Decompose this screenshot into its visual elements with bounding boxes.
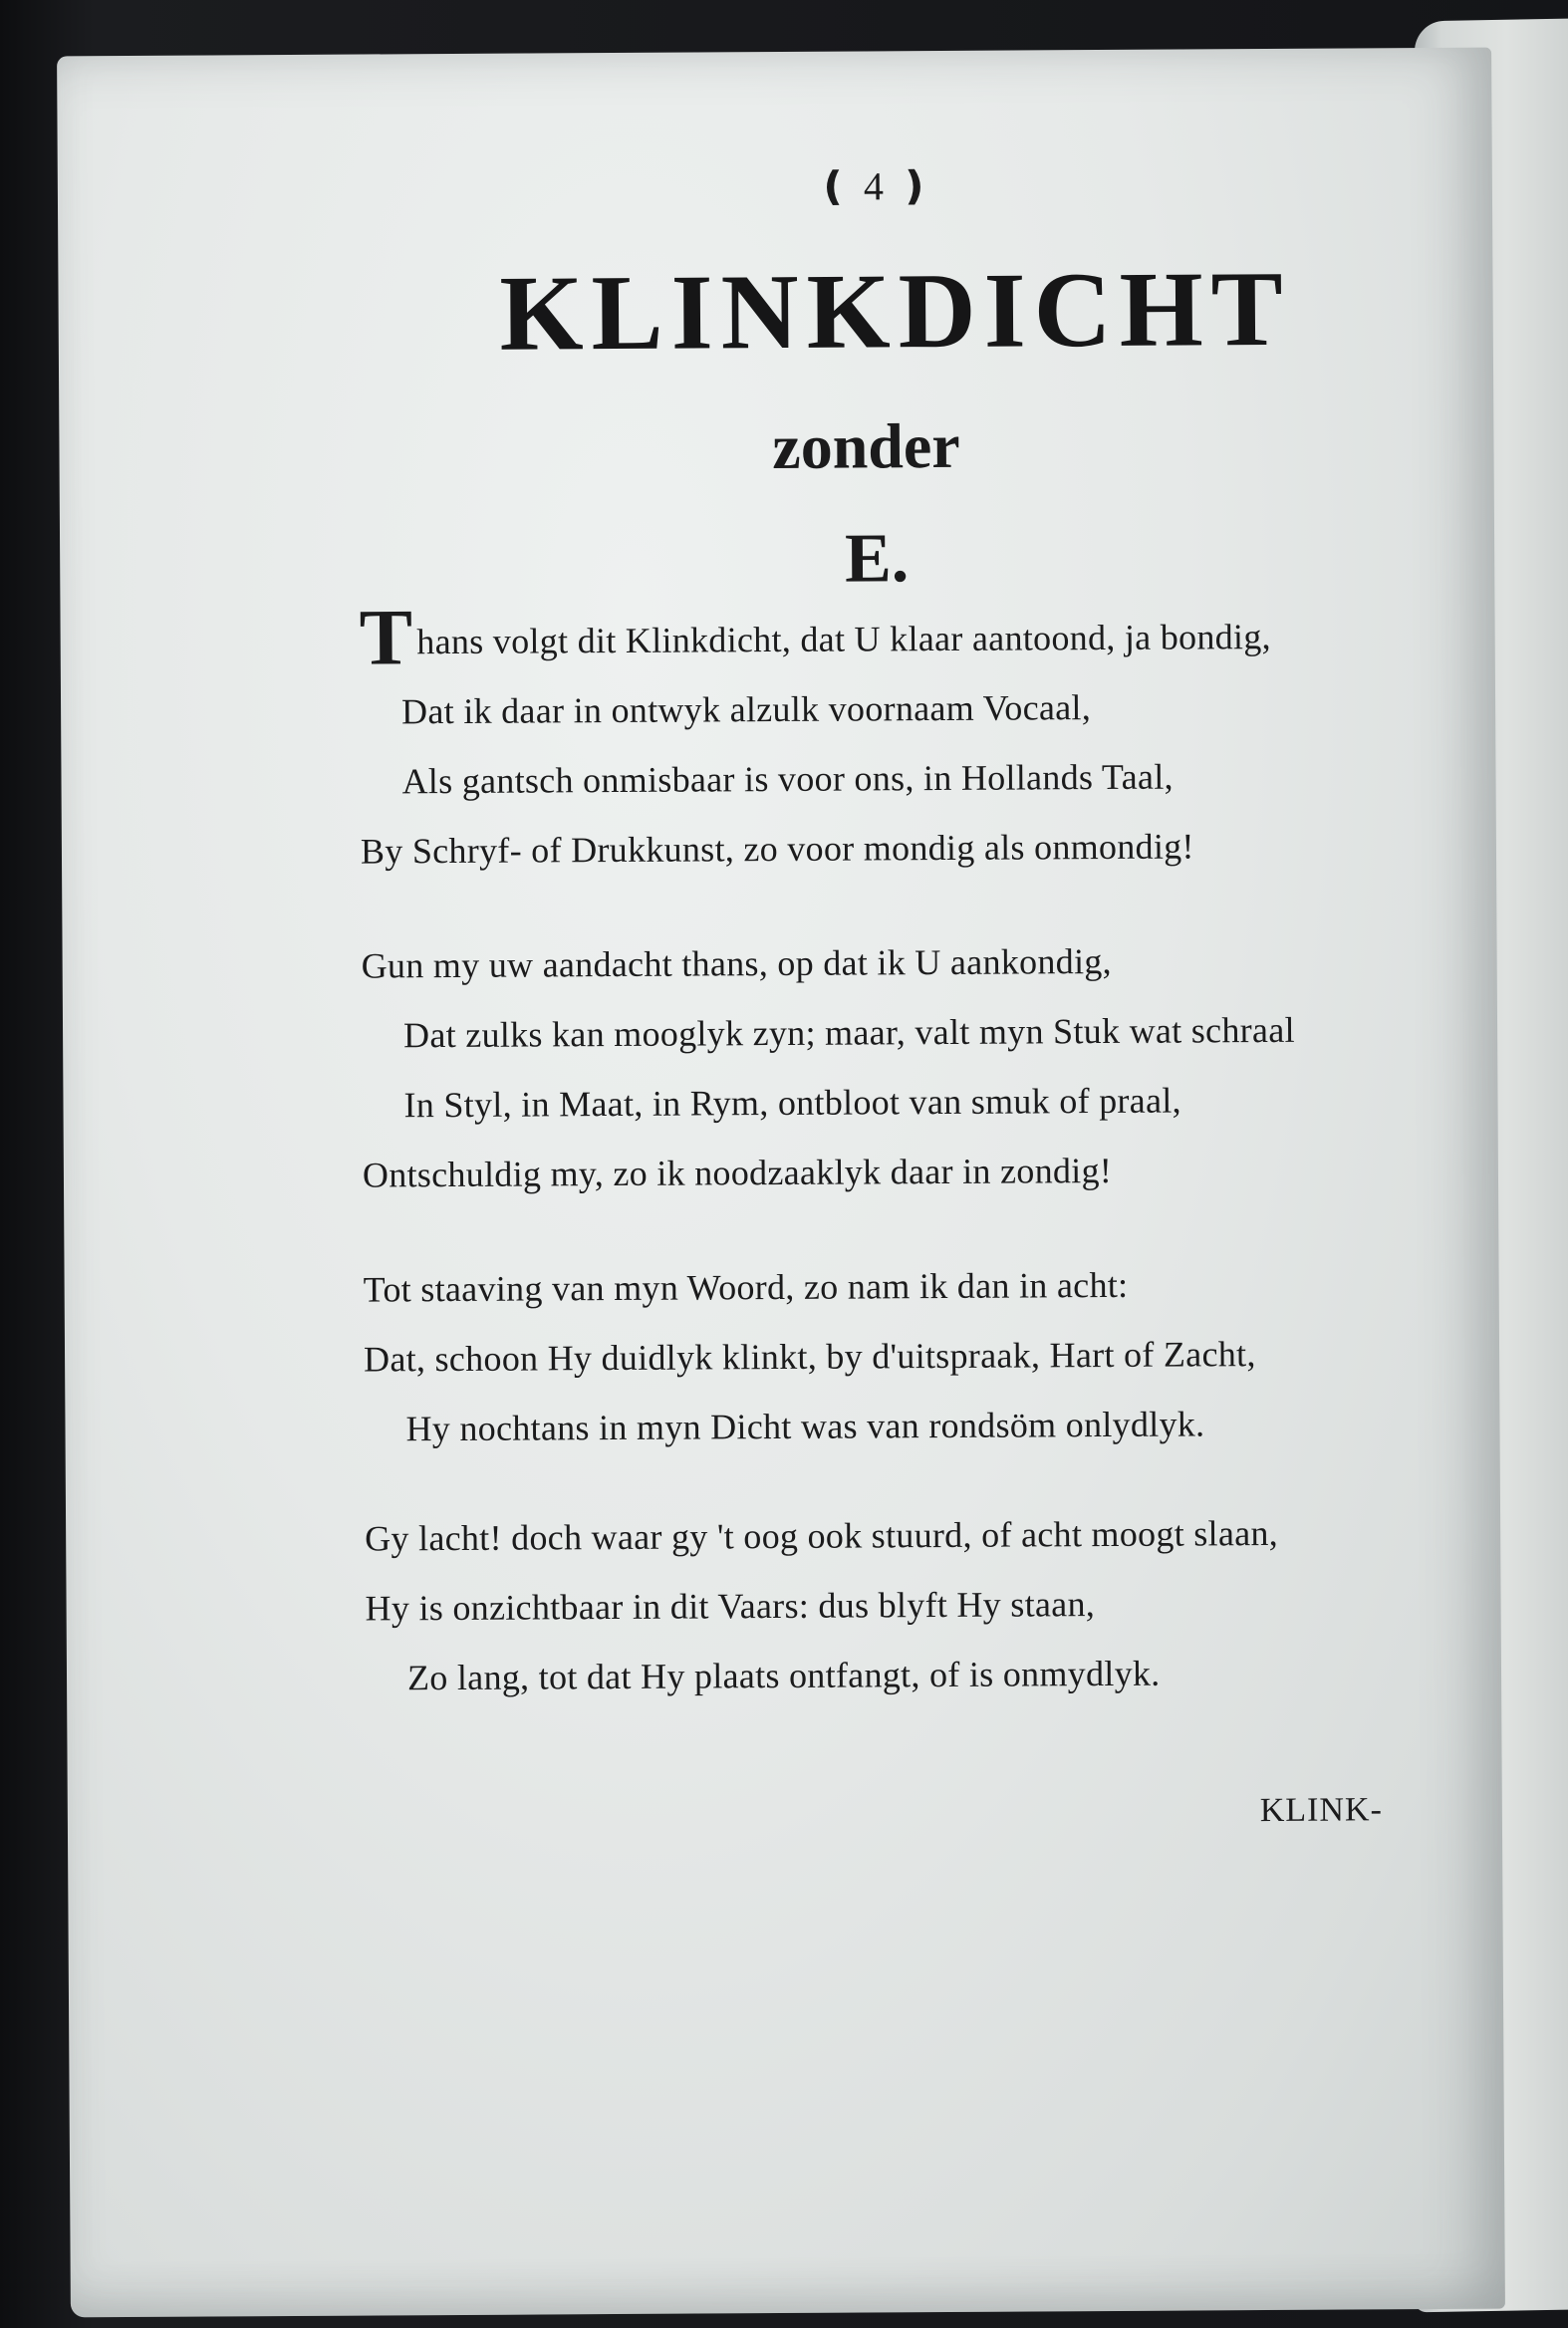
verse-line: Ontschuldig my, zo ik noodzaaklyk daar in zondig! [362,1150,1113,1195]
verse-line: Zo lang, tot dat Hy plaats ontfangt, of is onmydlyk. [406,1653,1161,1698]
verse-line: Gun my uw aandacht thans, op dat ik U aankondig, [361,940,1113,986]
verse-line: In Styl, in Maat, in Rym, ontbloot van smuk of praal, [403,1080,1182,1126]
stanza-2 [361,924,1458,1210]
verse-text: hans volgt dit Klinkdicht, dat U klaar aantoond, ja bondig, [416,616,1272,662]
page-number: ❪ 4 ❫ [816,163,933,209]
verse-line: Dat, schoon Hy duidlyk klinkt, by d'uitspraak, Hart of Zacht, [363,1334,1256,1380]
poem-subtitle: zonder [772,409,960,483]
catchword: KLINK- [1259,1791,1383,1830]
stanza-3 [363,1248,1459,1464]
poem-letter: E. [844,520,910,598]
verse-line: Als gantsch onmisbaar is voor ons, in Hollands Taal, [401,756,1174,802]
stanza-1 [359,594,1456,887]
verse-line: By Schryf- of Drukkunst, zo voor mondig als onmondig! [360,826,1194,872]
drop-cap: T [359,594,413,682]
verse-line: Hy is onzichtbaar in dit Vaars: dus blyft Hy staan, [365,1584,1096,1629]
book-page [57,48,1505,2318]
verse-line: Dat ik daar in ontwyk alzulk voornaam Vocaal, [400,687,1092,732]
page-text [57,48,1505,2318]
verse-line: Hy nochtans in myn Dicht was van rondsöm onlydlyk. [405,1404,1205,1449]
verse-line: Dat zulks kan mooglyk zyn; maar, valt myn Stuk wat schraal [402,1009,1295,1056]
stanza-4 [365,1497,1461,1713]
verse-line [359,594,1454,682]
poem-title: KLINKDICHT [499,249,1292,374]
verse-line: Tot staaving van myn Woord, zo nam ik dan in acht: [363,1264,1129,1310]
verse-line: Gy lacht! doch waar gy 't oog ook stuurd, of acht moogt slaan, [365,1512,1279,1559]
